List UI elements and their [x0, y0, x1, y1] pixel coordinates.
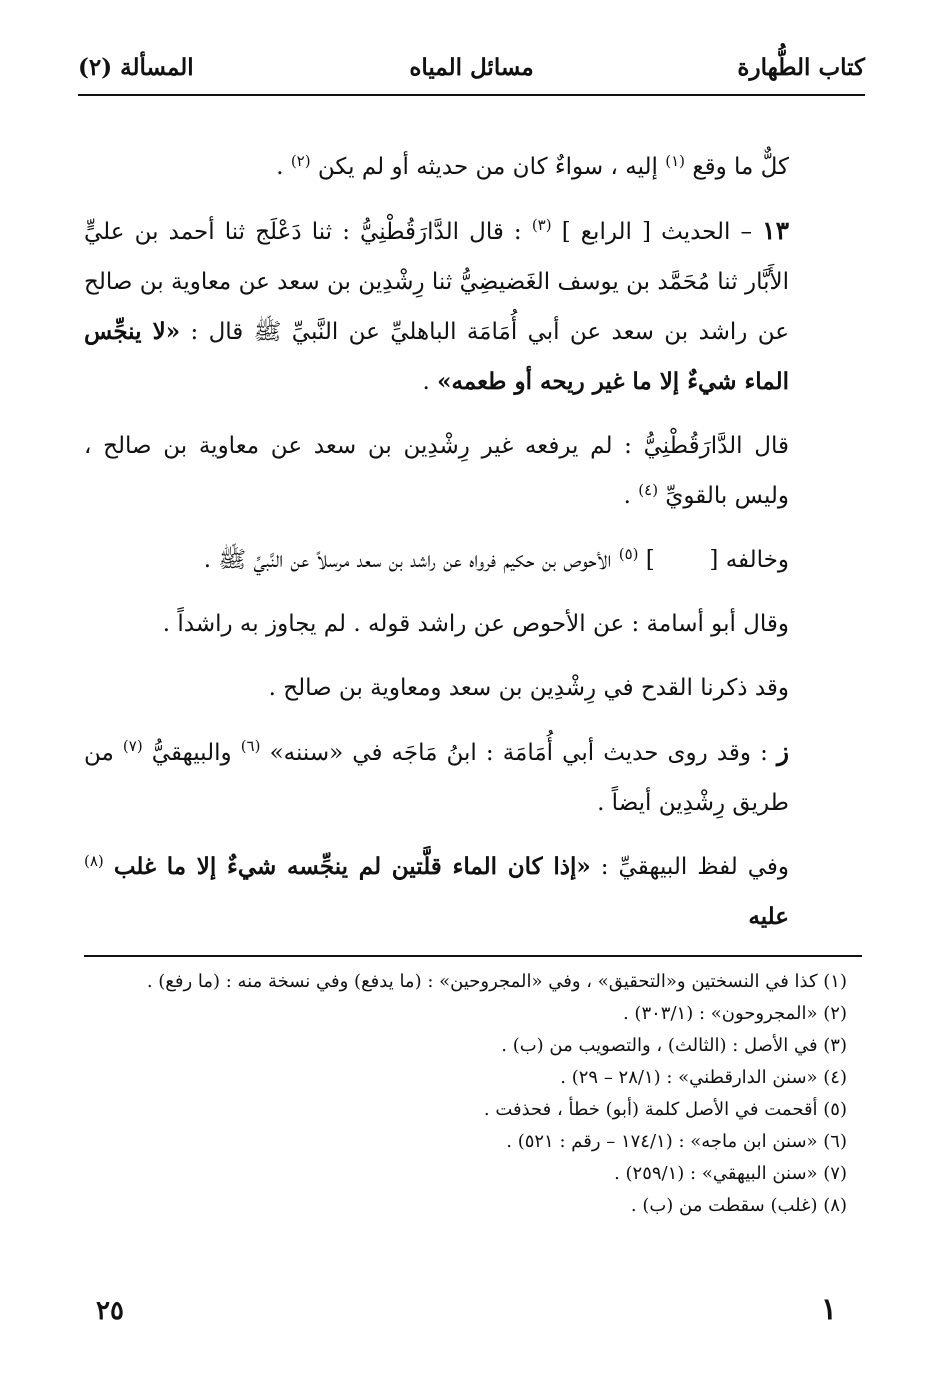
text-segment: عليه — [748, 903, 789, 930]
header-rule — [78, 94, 865, 96]
footnote-ref-6: (٦) — [240, 737, 261, 755]
text-segment: . — [422, 369, 430, 395]
footnote-ref-1: (١) — [665, 152, 686, 170]
hadith-quote: «إذا كان الماء قلَّتين لم ينجِّسه شيءٌ إلا ما غلب — [113, 853, 591, 880]
paragraph-4 — [84, 535, 857, 585]
paragraph-8 — [84, 842, 857, 942]
text-segment: وفي لفظ البيهقيِّ : — [600, 854, 790, 880]
text-segment: . — [623, 483, 631, 509]
paragraph-7 — [84, 727, 857, 828]
header-issue-number: المسألة (٢) — [78, 54, 194, 81]
paragraph-5: وقال أبو أسامة : عن الأحوص عن راشد قوله . لم يجاوز به راشداً . — [162, 611, 789, 637]
text-segment: : وقد روى حديث أبي أُمَامَة : ابنُ مَاجَه في «سننه» — [269, 740, 768, 766]
text-segment: إليه ، سواءٌ كان من حديثه أو لم يكن — [317, 154, 658, 180]
text-segment: ] — [645, 547, 655, 573]
footnote-ref-5: (٥) — [618, 545, 639, 563]
footnote-1: (١) كذا في النسختين و«التحقيق» ، وفي «المجروحين» : (ما يدفع) وفي نسخة منه : (ما رفع) . — [146, 971, 847, 992]
signature-mark: ١ — [820, 1292, 837, 1327]
isnad-text: : قال الدَّارَقُطْنِيُّ : ثنا دَعْلَج ثنا أحمد بن عليٍّ الأَبَّار ثنا مُحَمَّد بن يوسف الغَضيضِيُّ ثنا رِشْدِين بن سعد عن معاوية بن صالح عن راشد بن سعد عن أبي أُمَامَة الباهليِّ عن النَّبيِّ ﷺ قال : — [84, 219, 790, 345]
paragraph-6: وقد ذكرنا القدح في رِشْدِين بن سعد ومعاوية بن صالح . — [268, 675, 789, 701]
text-segment: وخالفه [ — [709, 547, 789, 573]
footnote-5: (٥) أقحمت في الأصل كلمة (أبو) خطأ ، فحذفت . — [483, 1099, 847, 1120]
header-book-title: كتاب الطُّهارة — [737, 54, 865, 81]
footnote-rule — [84, 955, 862, 957]
footnote-7: (٧) «سنن البيهقي» : (٢٥٩/١) . — [614, 1163, 847, 1184]
hadith-13 — [84, 206, 857, 407]
footnote-ref-7: (٧) — [122, 737, 143, 755]
footnote-2: (٢) «المجروحون» : (٣٠٣/١) . — [622, 1003, 847, 1024]
hadith-number: ١٣ — [762, 216, 790, 245]
hadith-matn: «لا ينجِّس الماء شيءٌ إلا ما غير ريحه أو طعمه» — [84, 318, 789, 395]
paragraph-3 — [84, 421, 857, 521]
footnote-3: (٣) في الأصل : (الثالث) ، والتصويب من (ب) . — [501, 1035, 847, 1056]
running-header — [78, 54, 865, 94]
text-segment: كلٌّ ما وقع — [692, 154, 789, 180]
footnote-ref-3: (٣) — [531, 216, 552, 234]
text-segment: . — [276, 154, 284, 180]
footnote-ref-2: (٢) — [290, 152, 311, 170]
editor-mark: ز — [776, 737, 790, 766]
main-text — [84, 142, 857, 942]
page-number: ٢٥ — [96, 1296, 124, 1326]
footnote-8: (٨) (غلب) سقطت من (ب) . — [630, 1195, 847, 1216]
text-segment: الأحوص بن حكيم فرواه عن راشد بن سعد مرسلاً عن النَّبيِّ ﷺ . — [203, 547, 612, 573]
text-segment: من طريق رِشْدِين أيضاً . — [84, 740, 789, 816]
paragraph-1 — [84, 142, 857, 192]
footnotes — [84, 966, 847, 1222]
footnote-4: (٤) «سنن الدارقطني» : (٢٨/١ – ٢٩) . — [560, 1067, 847, 1088]
footnote-ref-8: (٨) — [84, 852, 104, 870]
text-segment: – الحديث [ الرابع ] — [561, 219, 753, 245]
text-segment: قال الدَّارَقُطْنِيُّ : لم يرفعه غير رِشْدِين بن سعد عن معاوية بن صالح ، وليس بالقويِّ — [84, 433, 789, 509]
text-segment: والبيهقيُّ — [151, 740, 232, 766]
header-chapter-title: مسائل المياه — [409, 54, 534, 81]
footnote-6: (٦) «سنن ابن ماجه» : (١٧٤/١ – رقم : ٥٢١) . — [506, 1131, 847, 1152]
footnote-ref-4: (٤) — [638, 481, 659, 499]
